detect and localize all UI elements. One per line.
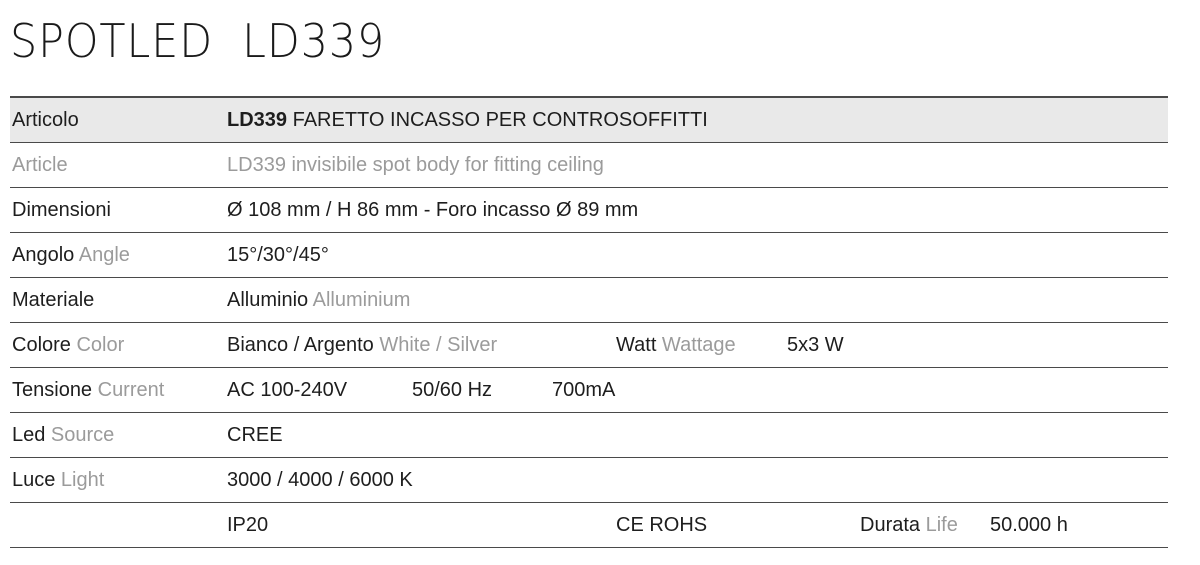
frequency-value: 50/60 Hz <box>412 379 493 401</box>
ip-rating-value: IP20 <box>227 514 269 536</box>
value-en: Alluminium <box>308 289 411 311</box>
spec-table <box>10 96 1168 548</box>
amperage-value: 700mA <box>552 379 616 401</box>
label-en: Color <box>70 334 125 356</box>
spec-label-tensione <box>12 368 164 412</box>
spec-row-led <box>10 413 1168 458</box>
label-it: Tensione <box>12 379 93 401</box>
spec-label-dimensioni: Dimensioni <box>12 199 111 221</box>
article-code: LD339 <box>227 109 288 131</box>
watt-value: 5x3 W <box>787 334 844 356</box>
label-it: Colore <box>12 334 71 356</box>
spec-label-luce <box>12 458 104 502</box>
led-source-value: CREE <box>227 424 283 446</box>
label-it: Luce <box>12 469 56 491</box>
article-description-en: LD339 invisibile spot body for fitting ceiling <box>227 154 604 176</box>
color-value <box>227 323 497 367</box>
durata-label <box>860 503 958 547</box>
spec-value-articolo <box>227 98 708 142</box>
spec-row-articolo <box>10 98 1168 143</box>
light-temperature-value: 3000 / 4000 / 6000 K <box>227 469 413 491</box>
certifications-value: CE ROHS <box>616 514 708 536</box>
label-en: Light <box>55 469 105 491</box>
voltage-value: AC 100-240V <box>227 379 348 401</box>
spec-row-dimensioni <box>10 188 1168 233</box>
angle-value: 15°/30°/45° <box>227 244 329 266</box>
spec-row-materiale <box>10 278 1168 323</box>
spec-label-article: Article <box>12 154 68 176</box>
label-it: Angolo <box>12 244 75 266</box>
label-en: Current <box>92 379 165 401</box>
spec-label-led <box>12 413 114 457</box>
spec-row-angolo <box>10 233 1168 278</box>
spec-row-article <box>10 143 1168 188</box>
label-it: Led <box>12 424 46 446</box>
spec-row-tensione <box>10 368 1168 413</box>
spec-label-materiale: Materiale <box>12 289 95 311</box>
spec-row-luce <box>10 458 1168 503</box>
value-it: Bianco / Argento <box>227 334 374 356</box>
article-description-it: FARETTO INCASSO PER CONTROSOFFITTI <box>287 109 708 131</box>
spec-row-extra <box>10 503 1168 548</box>
label-en: Wattage <box>656 334 736 356</box>
label-en: Angle <box>74 244 130 266</box>
spec-label-angolo <box>12 233 130 277</box>
value-en: White / Silver <box>373 334 498 356</box>
spec-row-colore <box>10 323 1168 368</box>
label-it: Watt <box>616 334 657 356</box>
dimensions-value: Ø 108 mm / H 86 mm - Foro incasso Ø 89 mm <box>227 199 639 221</box>
durata-value: 50.000 h <box>990 514 1068 536</box>
watt-label <box>616 323 736 367</box>
spec-label-colore <box>12 323 124 367</box>
value-it: Alluminio <box>227 289 309 311</box>
label-en: Source <box>45 424 115 446</box>
material-value <box>227 278 410 322</box>
product-title: SPOTLED LD339 <box>10 14 386 68</box>
label-it: Durata <box>860 514 921 536</box>
label-en: Life <box>920 514 958 536</box>
spec-label-articolo: Articolo <box>12 109 79 131</box>
